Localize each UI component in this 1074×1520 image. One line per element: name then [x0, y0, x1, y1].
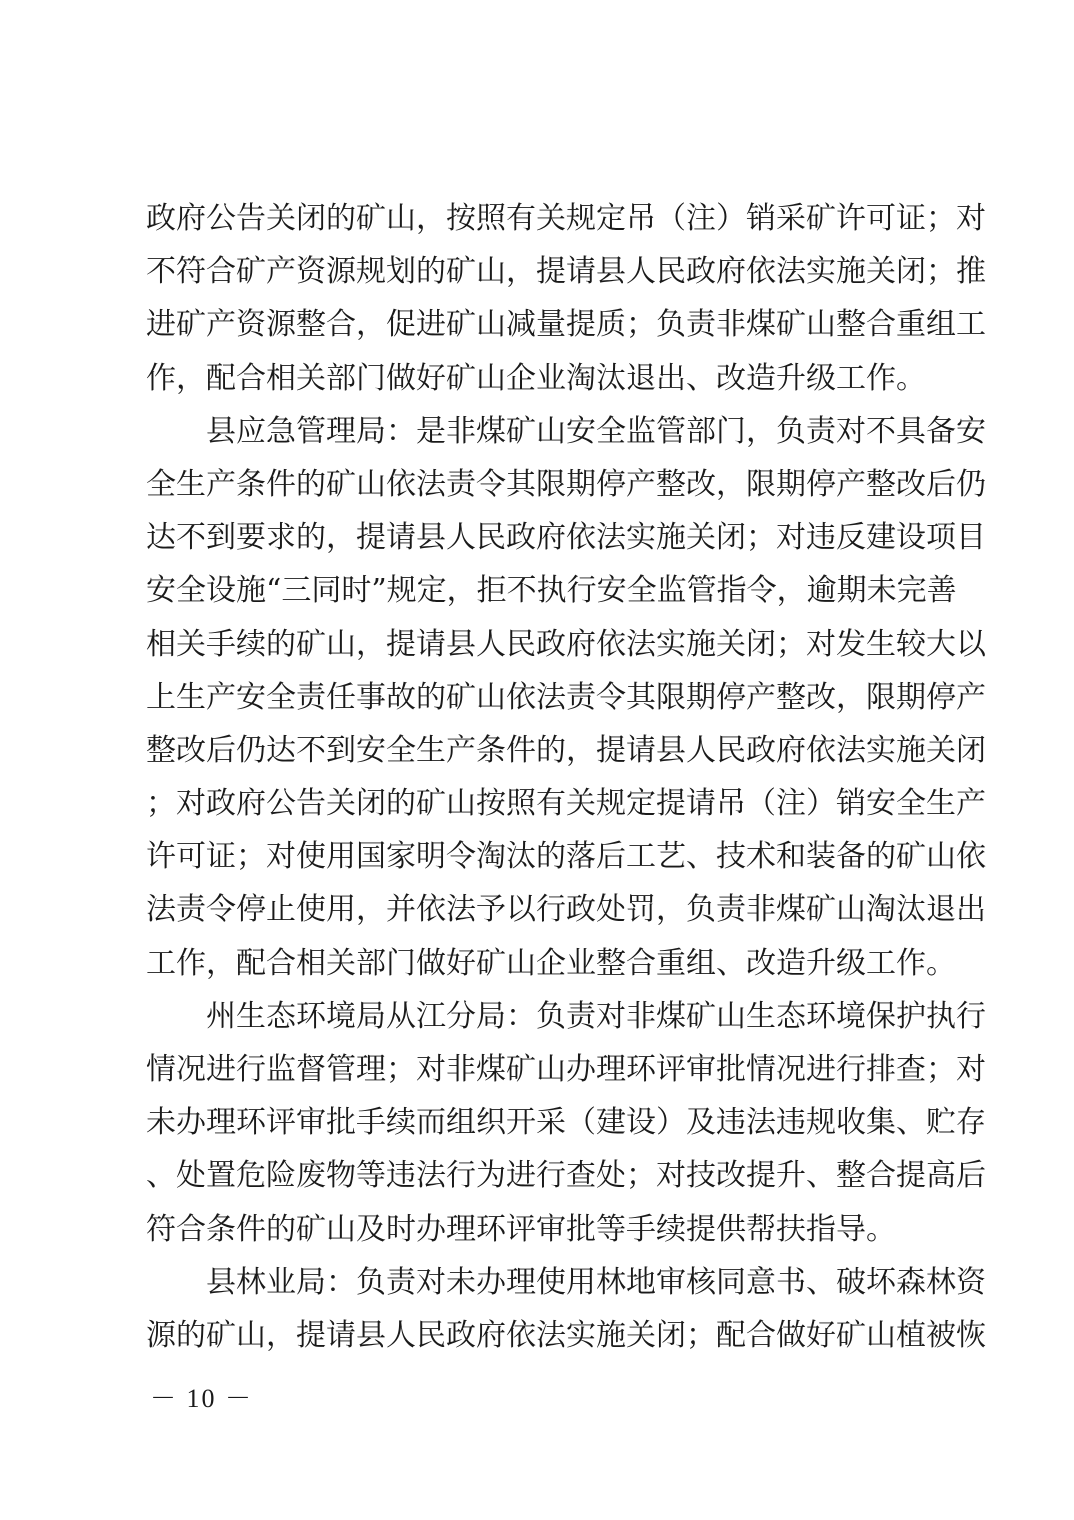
text-line: 县应急管理局：是非煤矿山安全监管部门，负责对不具备安 [146, 413, 986, 449]
text-line: 进矿产资源整合，促进矿山减量提质；负责非煤矿山整合重组工 [146, 307, 986, 343]
text-line: 源的矿山，提请县人民政府依法实施关闭；配合做好矿山植被恢 [146, 1317, 986, 1353]
text-line: 整改后仍达不到安全生产条件的，提请县人民政府依法实施关闭 [146, 732, 986, 768]
text-line: ；对政府公告关闭的矿山按照有关规定提请吊（注）销安全生产 [146, 786, 986, 822]
text-line: 情况进行监督管理；对非煤矿山办理环评审批情况进行排查；对 [146, 1052, 986, 1087]
text-line: 工作，配合相关部门做好矿山企业整合重组、改造升级工作。 [146, 945, 956, 981]
body-text [146, 192, 986, 1362]
text-line: 法责令停止使用，并依法予以行政处罚，负责非煤矿山淘汰退出 [146, 892, 986, 928]
text-line: 相关手续的矿山，提请县人民政府依法实施关闭；对发生较大以 [146, 626, 986, 662]
text-line: 、处置危险废物等违法行为进行查处；对技改提升、整合提高后 [146, 1158, 986, 1194]
page-number: － 10 － [150, 1384, 254, 1413]
text-line: 许可证；对使用国家明令淘汰的落后工艺、技术和装备的矿山依 [146, 839, 986, 875]
text-line: 不符合矿产资源规划的矿山，提请县人民政府依法实施关闭；推 [146, 254, 986, 290]
text-line: 未办理环评审批手续而组织开采（建设）及违法违规收集、贮存 [146, 1105, 986, 1141]
text-line: 全生产条件的矿山依法责令其限期停产整改，限期停产整改后仍 [146, 466, 986, 502]
text-line: 县林业局：负责对未办理使用林地审核同意书、破坏森林资 [146, 1264, 986, 1300]
text-line: 符合条件的矿山及时办理环评审批等手续提供帮扶指导。 [146, 1211, 896, 1247]
text-line: 上生产安全责任事故的矿山依法责令其限期停产整改，限期停产 [146, 679, 986, 715]
text-line: 安全设施“三同时”规定，拒不执行安全监管指令，逾期未完善 [146, 573, 957, 609]
text-line: 达不到要求的，提请县人民政府依法实施关闭；对违反建设项目 [146, 520, 986, 556]
text-line: 政府公告关闭的矿山，按照有关规定吊（注）销采矿许可证；对 [146, 201, 986, 236]
text-line: 州生态环境局从江分局：负责对非煤矿山生态环境保护执行 [146, 998, 986, 1034]
text-line: 作，配合相关部门做好矿山企业淘汰退出、改造升级工作。 [146, 360, 926, 396]
